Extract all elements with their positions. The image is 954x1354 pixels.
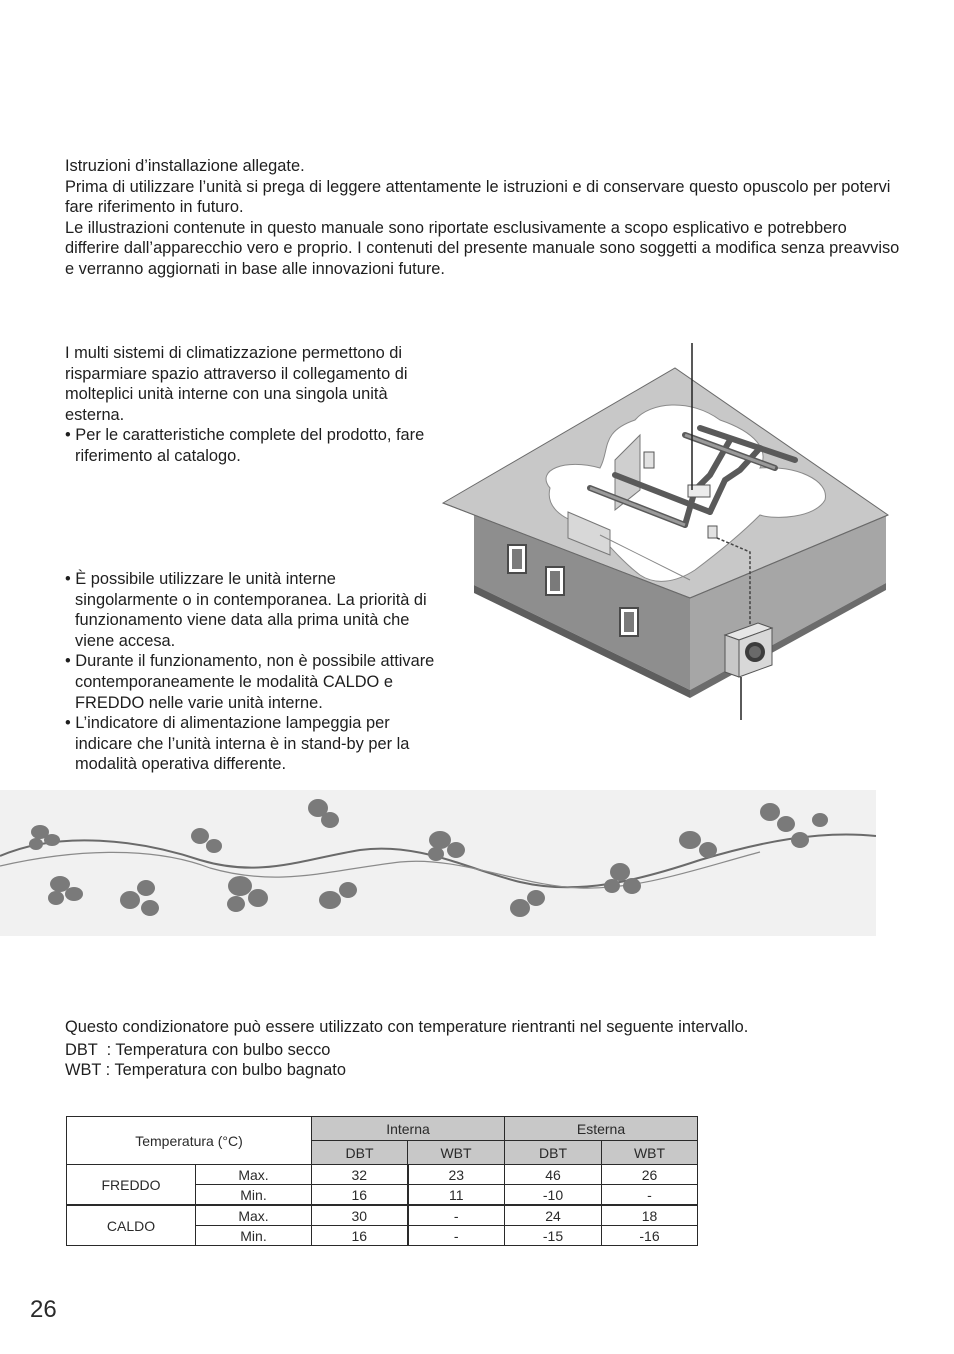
multi-system-bullet-text: Per le caratteristiche complete del prodotto, fare riferimento al catalogo. (75, 426, 425, 465)
mode-caldo: CALDO (67, 1205, 196, 1246)
indoor-header: Interna (312, 1117, 505, 1141)
intro-line-2: Prima di utilizzare l’unità si prega di leggere attentamente le istruzioni e di conservare questo opuscolo per potervi fare riferimento in futuro. (65, 177, 891, 217)
table-cell: 16 (312, 1185, 408, 1206)
note-text: È possibile utilizzare le unità interne singolarmente o in contemporanea. La priorità di funzionamento viene data alla prima unità che viene accesa. (75, 570, 427, 650)
table-cell: 23 (408, 1165, 505, 1185)
outdoor-dbt-header: DBT (505, 1141, 602, 1165)
outdoor-wbt-header: WBT (602, 1141, 698, 1165)
temperature-range-table (66, 1116, 698, 1246)
abbreviation-legend (65, 1040, 346, 1081)
table-cell: -10 (505, 1185, 602, 1206)
decorative-vine-banner (0, 790, 876, 936)
indoor-wbt-header: WBT (408, 1141, 505, 1165)
table-cell: - (408, 1226, 505, 1246)
table-cell: 30 (312, 1205, 408, 1226)
multi-system-description: I multi sistemi di climatizzazione permettono di risparmiare spazio attraverso il collegamento di molteplici unità interne con una singola unità esterna. (65, 344, 408, 424)
table-cell: -16 (602, 1226, 698, 1246)
row-label: Min. (196, 1185, 312, 1206)
row-label: Max. (196, 1165, 312, 1185)
note-item: • L’indicatore di alimentazione lampeggia per indicare che l’unità interna è in stand-by per la modalità operativa differente. (65, 714, 410, 774)
indoor-dbt-header: DBT (312, 1141, 408, 1165)
row-label: Min. (196, 1226, 312, 1246)
outdoor-header: Esterna (505, 1117, 698, 1141)
intro-line-1: Istruzioni d’installazione allegate. (65, 157, 305, 175)
house-illustration (440, 340, 900, 730)
intro-paragraph (65, 156, 905, 280)
table-cell: -15 (505, 1226, 602, 1246)
note-item: • È possibile utilizzare le unità interne singolarmente o in contemporanea. La priorità di funzionamento viene data alla prima unità che viene accesa. (65, 570, 427, 650)
page-number: 26 (30, 1296, 57, 1323)
table-cell: 18 (602, 1205, 698, 1226)
table-cell: 16 (312, 1226, 408, 1246)
table-row (67, 1205, 698, 1226)
row-label: Max. (196, 1205, 312, 1226)
wbt-definition: WBT : Temperatura con bulbo bagnato (65, 1061, 346, 1080)
table-cell: 11 (408, 1185, 505, 1206)
intro-line-3: Le illustrazioni contenute in questo manuale sono riportate esclusivamente a scopo esplicativo e potrebbero differire dall’apparecchio vero e proprio. I contenuti del presente manuale sono soggetti a modifica senza preavviso e verranno aggiornati in base alle innovazioni future. (65, 218, 900, 278)
table-cell: 26 (602, 1165, 698, 1185)
note-text: Durante il funzionamento, non è possibile attivare contemporaneamente le modalità CALDO e FREDDO nelle varie unità interne. (75, 652, 435, 712)
table-cell: 32 (312, 1165, 408, 1185)
table-row (67, 1165, 698, 1185)
note-item: • Durante il funzionamento, non è possibile attivare contemporaneamente le modalità CALDO e FREDDO nelle varie unità interne. (65, 652, 435, 712)
multi-system-bullet: • Per le caratteristiche complete del prodotto, fare riferimento al catalogo. (65, 426, 425, 465)
table-cell: - (408, 1205, 505, 1226)
operation-notes (65, 569, 440, 775)
mode-freddo: FREDDO (67, 1165, 196, 1206)
table-cell: 24 (505, 1205, 602, 1226)
table-cell: - (602, 1185, 698, 1206)
table-cell: 46 (505, 1165, 602, 1185)
note-text: L’indicatore di alimentazione lampeggia per indicare che l’unità interna è in stand-by per la modalità operativa differente. (75, 714, 410, 774)
temperature-header-cell: Temperatura (°C) (67, 1117, 312, 1165)
temperature-intro: Questo condizionatore può essere utilizzato con temperature rientranti nel seguente intervallo. (65, 1018, 749, 1036)
dbt-definition: DBT : Temperatura con bulbo secco (65, 1041, 331, 1059)
multi-system-section (65, 343, 435, 467)
